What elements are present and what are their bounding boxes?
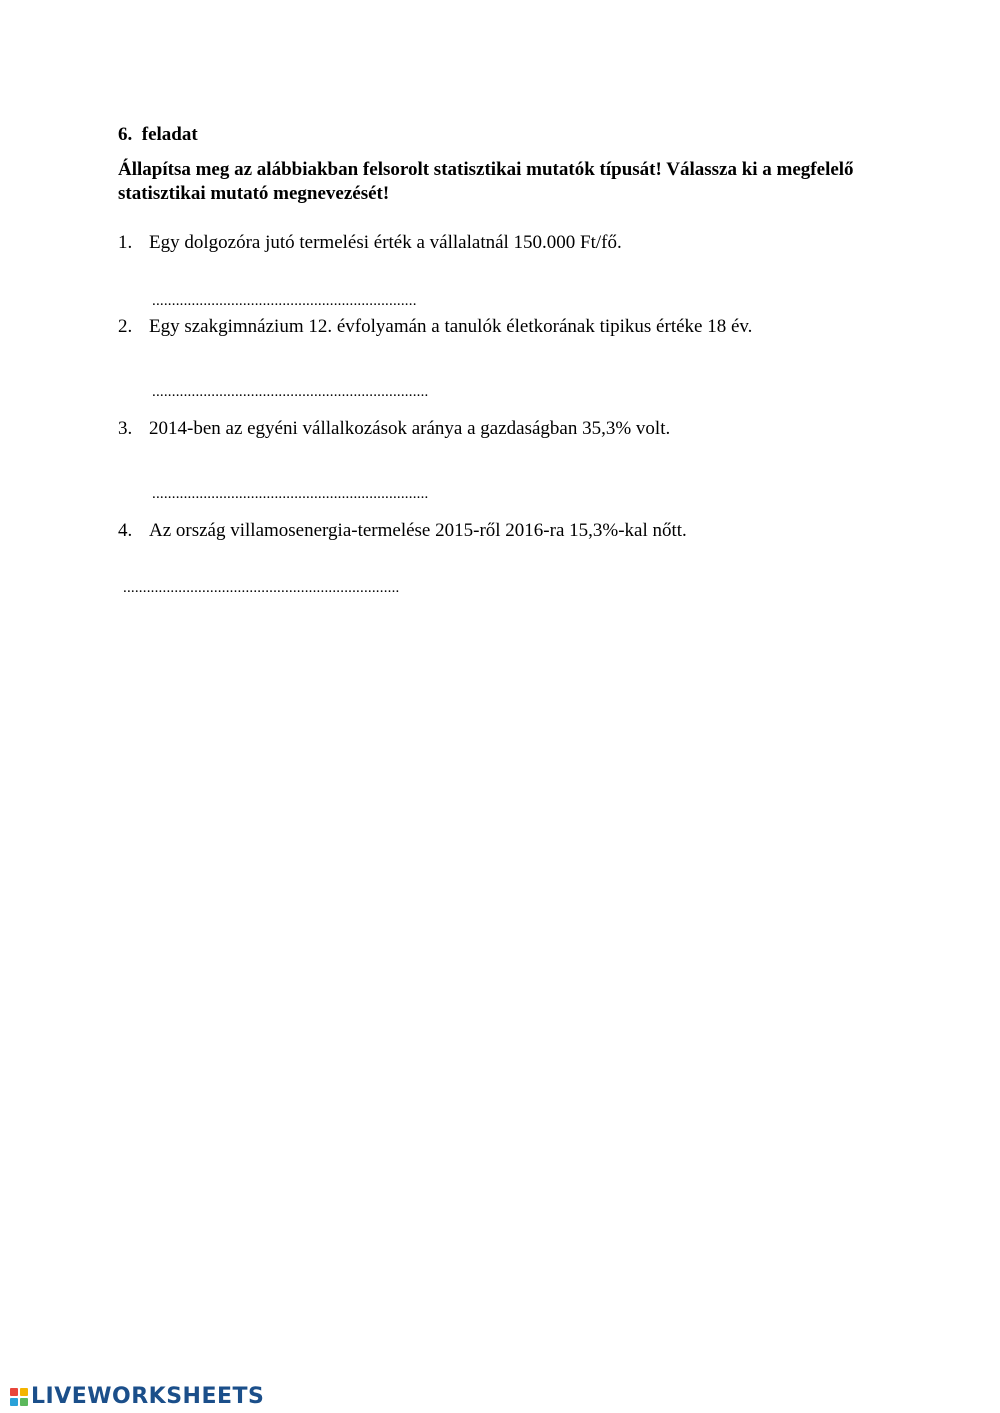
question-number: 3. — [118, 418, 133, 439]
question-number: 4. — [118, 520, 133, 541]
question-text: Az ország villamosenergia-termelése 2015-ről 2016-ra 15,3%-kal nőtt. — [149, 520, 687, 541]
liveworksheets-logo — [10, 1384, 264, 1409]
logo-text: LIVEWORKSHEETS — [31, 1384, 265, 1409]
question-number: 1. — [118, 232, 133, 253]
answer-field-3[interactable]: ...................................................................... — [152, 486, 429, 502]
task-instruction: Állapítsa meg az alábbiakban felsorolt statisztikai mutatók típusát! Válassza ki a megfelelő statisztikai mutató megnevezését! — [118, 159, 854, 204]
question-text: Egy szakgimnázium 12. évfolyamán a tanulók életkorának tipikus értéke 18 év. — [149, 316, 753, 337]
question-4 — [118, 520, 687, 542]
answer-field-4[interactable]: ...................................................................... — [123, 580, 400, 596]
question-number: 2. — [118, 316, 133, 337]
logo-squares-icon — [10, 1388, 28, 1406]
answer-field-1[interactable]: ................................................................... — [152, 293, 417, 309]
task-label: feladat — [141, 124, 198, 145]
question-1 — [118, 232, 622, 254]
question-3 — [118, 418, 670, 440]
question-text: Egy dolgozóra jutó termelési érték a vállalatnál 150.000 Ft/fő. — [149, 232, 622, 253]
task-heading — [118, 124, 198, 146]
answer-field-2[interactable]: ...................................................................... — [152, 384, 429, 400]
question-2 — [118, 316, 752, 338]
task-number: 6. — [118, 124, 133, 145]
question-text: 2014-ben az egyéni vállalkozások aránya a gazdaságban 35,3% volt. — [149, 418, 671, 439]
